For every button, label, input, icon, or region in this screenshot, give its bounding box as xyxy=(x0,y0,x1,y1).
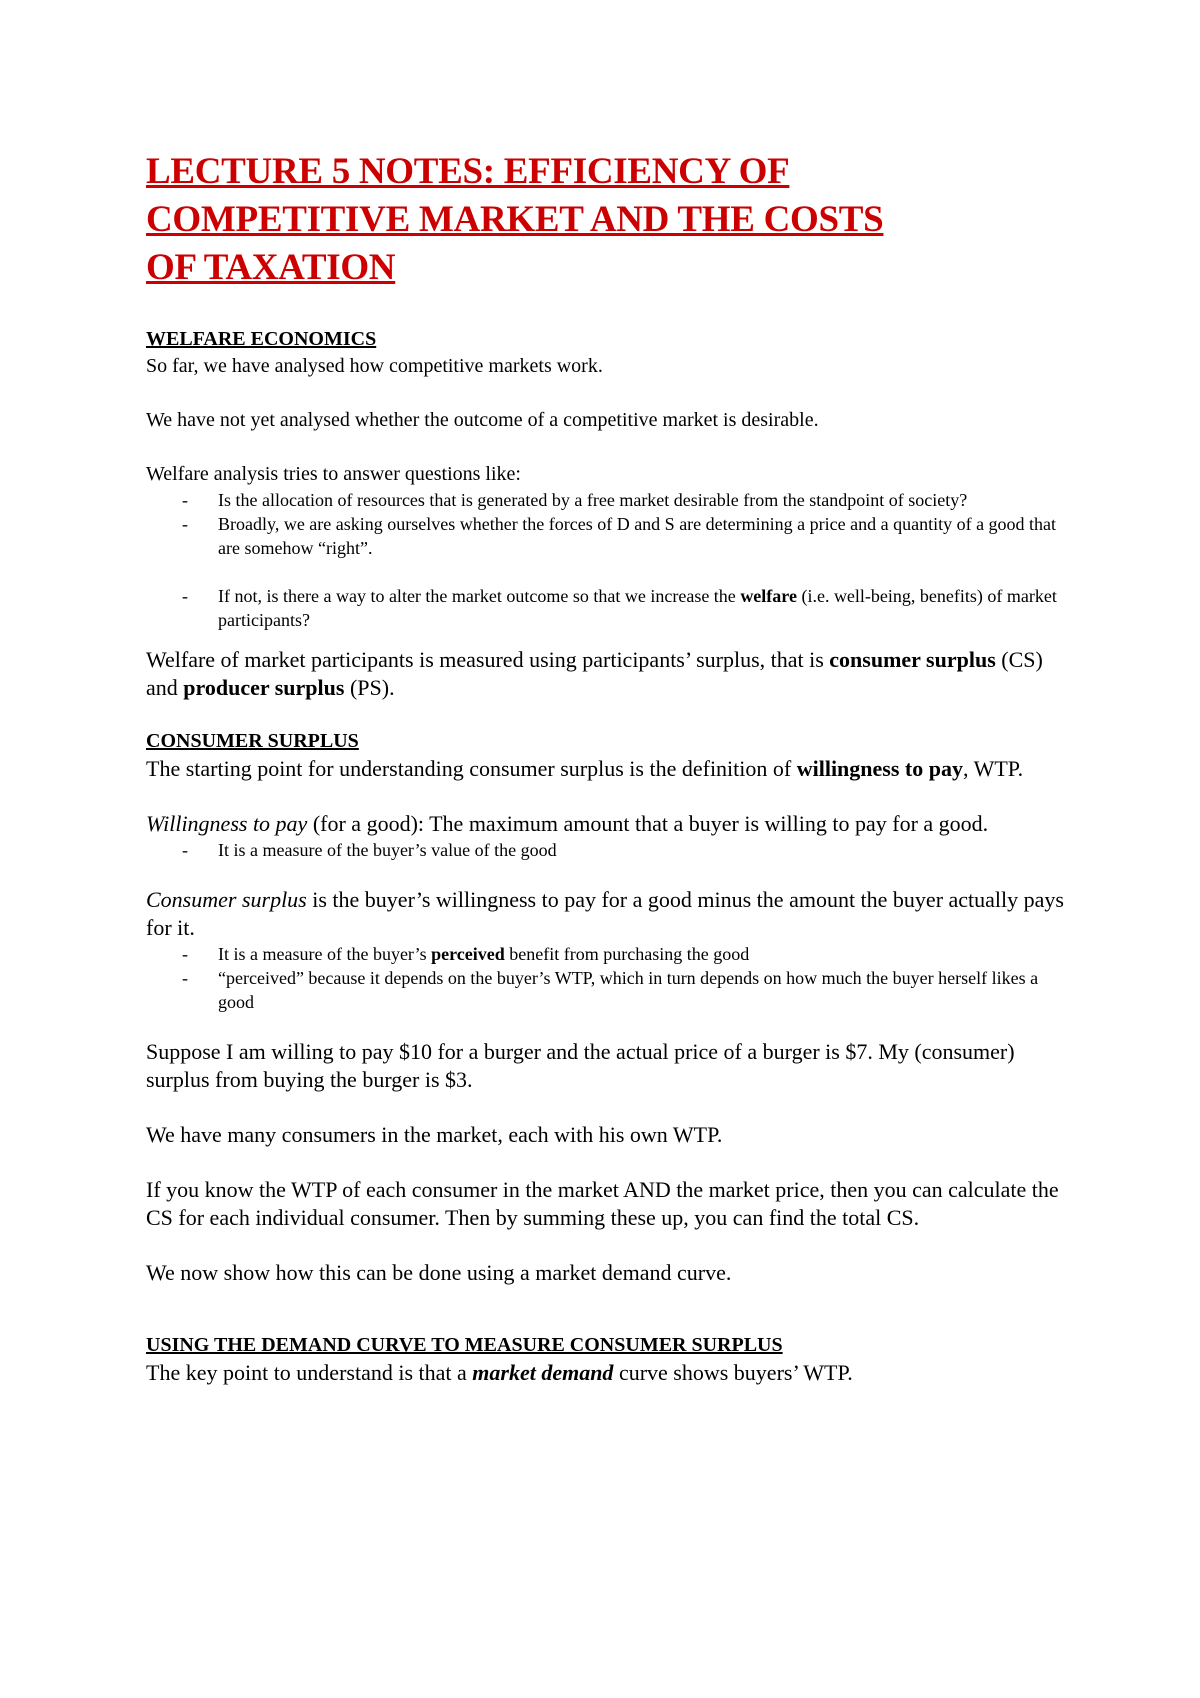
list-item xyxy=(218,584,1076,632)
cs-b1-bold-perceived: perceived xyxy=(431,944,505,964)
market-demand-emphasis: market demand xyxy=(472,1360,614,1385)
bullet3-text-post: (i.e. well-being, benefits) of market participants? xyxy=(218,586,1057,630)
document-content xyxy=(146,148,1076,1387)
demand-p-post: curve shows buyers’ WTP. xyxy=(613,1360,853,1385)
cs-term: Consumer surplus xyxy=(146,887,307,912)
wtp-bullet-list xyxy=(146,838,1076,862)
list-item xyxy=(218,942,1076,966)
cs-bullet-list xyxy=(146,942,1076,1014)
cs-definition-text: is the buyer’s willingness to pay for a good minus the amount the buyer actually pays for it. xyxy=(146,887,1064,940)
list-item: - Broadly, we are asking ourselves whether the forces of D and S are determining a price and a quantity of a good that are somehow “right”. xyxy=(218,512,1076,560)
p4-bold-consumer-surplus: consumer surplus xyxy=(829,647,996,672)
cs-p1-post: , WTP. xyxy=(962,756,1024,781)
wtp-term: Willingness to pay xyxy=(146,811,308,836)
cs-b1-pre: It is a measure of the buyer’s xyxy=(218,944,432,964)
page-title xyxy=(146,148,1076,292)
list-item: - It is a measure of the buyer’s value of the good xyxy=(218,838,1076,862)
wtp-definition xyxy=(146,810,1076,838)
title-line-2: COMPETITIVE MARKET AND THE COSTS xyxy=(146,199,884,240)
wtp-definition-text: (for a good): The maximum amount that a buyer is willing to pay for a good. xyxy=(307,811,989,836)
welfare-paragraph-4 xyxy=(146,646,1076,702)
cs-definition xyxy=(146,886,1076,942)
title-line-1: LECTURE 5 NOTES: EFFICIENCY OF xyxy=(146,151,790,192)
total-cs-paragraph: If you know the WTP of each consumer in the market AND the market price, then you can calculate the CS for each individual consumer. Then by summing these up, you can find the total CS. xyxy=(146,1177,1059,1230)
p4-text-mid: (CS) and xyxy=(146,647,1043,700)
title-line-3: OF TAXATION xyxy=(146,247,396,288)
burger-example-paragraph: Suppose I am willing to pay $10 for a burger and the actual price of a burger is $7. My (consumer) surplus from buying the burger is $3. xyxy=(146,1039,1015,1092)
consumer-paragraph-1 xyxy=(146,755,1076,783)
p4-bold-producer-surplus: producer surplus xyxy=(183,675,345,700)
demand-curve-intro-paragraph: We now show how this can be done using a market demand curve. xyxy=(146,1260,732,1285)
bullet3-text-pre: If not, is there a way to alter the market outcome so that we increase the xyxy=(218,586,741,606)
cs-p1-bold-wtp: willingness to pay xyxy=(796,756,963,781)
welfare-question-list xyxy=(146,488,1076,560)
list-item: - Is the allocation of resources that is generated by a free market desirable from the standpoint of society? xyxy=(218,488,1076,512)
consumer-surplus-heading: CONSUMER SURPLUS xyxy=(146,730,359,752)
welfare-paragraph-1: So far, we have analysed how competitive markets work. xyxy=(146,355,603,377)
welfare-paragraph-2: We have not yet analysed whether the outcome of a competitive market is desirable. xyxy=(146,409,819,431)
welfare-paragraph-3: Welfare analysis tries to answer questions like: xyxy=(146,463,521,485)
many-consumers-paragraph: We have many consumers in the market, each with his own WTP. xyxy=(146,1122,723,1147)
demand-p-pre: The key point to understand is that a xyxy=(146,1360,473,1385)
demand-curve-heading: USING THE DEMAND CURVE TO MEASURE CONSUMER SURPLUS xyxy=(146,1334,783,1356)
welfare-economics-heading: WELFARE ECONOMICS xyxy=(146,328,377,350)
list-item: - “perceived” because it depends on the buyer’s WTP, which in turn depends on how much the buyer herself likes a good xyxy=(218,966,1076,1014)
p4-text-post: (PS). xyxy=(344,675,395,700)
cs-b1-post: benefit from purchasing the good xyxy=(504,944,750,964)
welfare-question-list-2 xyxy=(146,584,1076,632)
bullet3-bold-welfare: welfare xyxy=(740,586,797,606)
p4-text-pre: Welfare of market participants is measured using participants’ surplus, that is xyxy=(146,647,830,672)
demand-paragraph xyxy=(146,1359,1076,1387)
cs-p1-pre: The starting point for understanding consumer surplus is the definition of xyxy=(146,756,797,781)
